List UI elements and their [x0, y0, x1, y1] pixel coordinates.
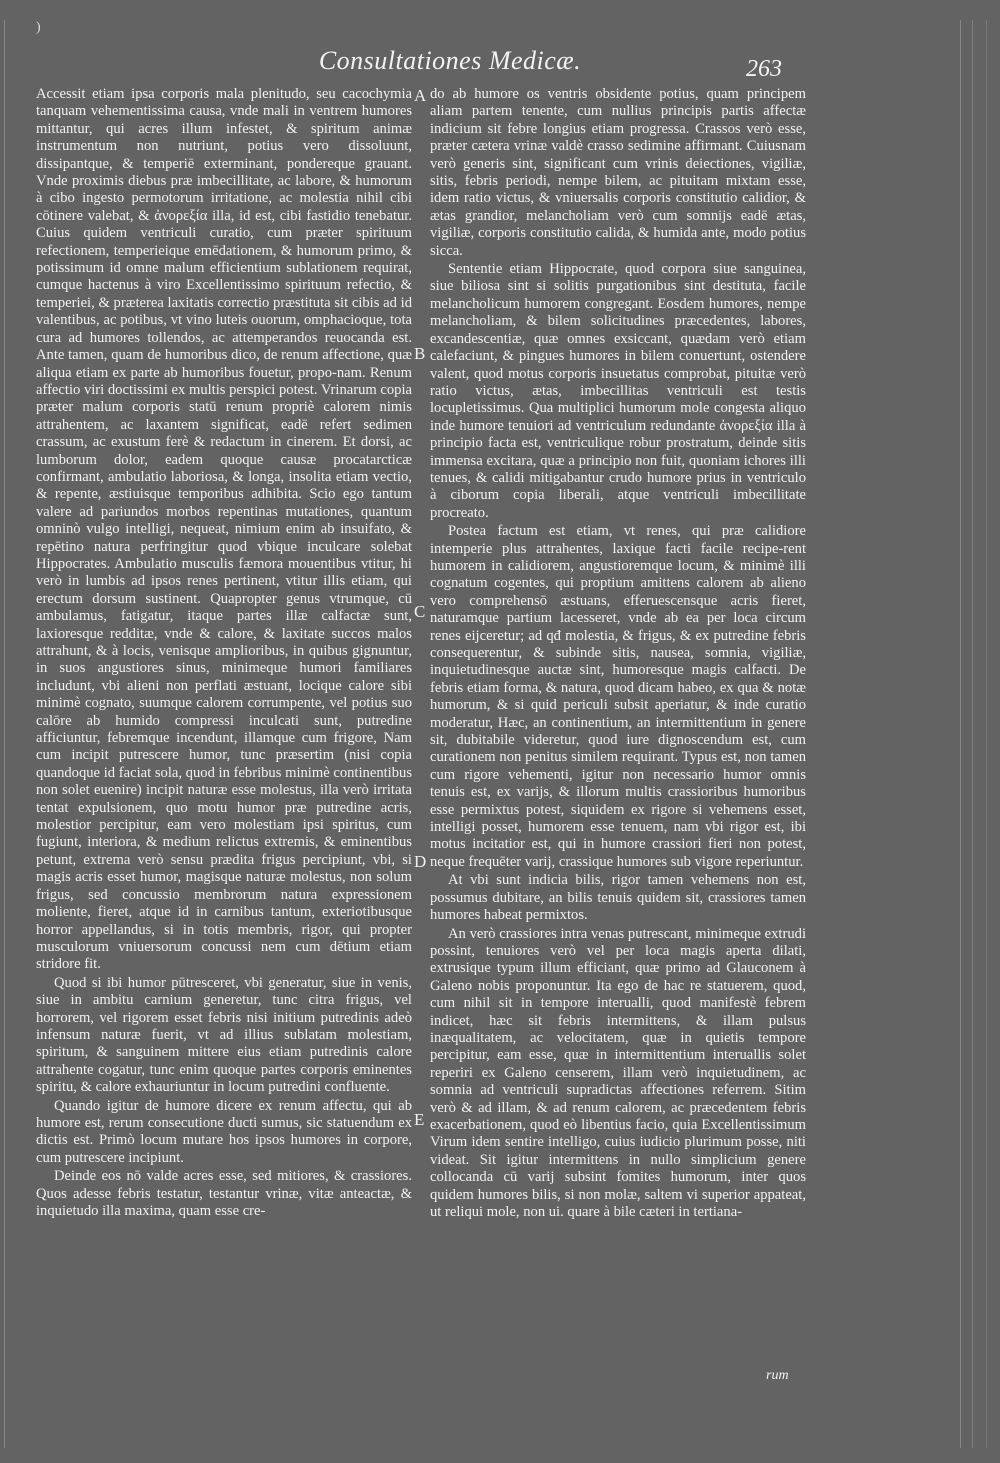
- text-column-left: [36, 86, 412, 1376]
- paragraph: Quando igitur de humore dicere ex renum affectu, qui ab humore est, rerum consecutione ducti sumus, sic statuendum ex dictis est. Primò locum mutare hos ipsos humores in corpore, cum putrescere incipiunt.: [36, 1097, 412, 1166]
- page-edge-right: [960, 20, 961, 1448]
- paragraph: At vbi sunt indicia bilis, rigor tamen vehemens non est, possumus dubitare, an bilis tenuis quidem sit, crassiores tamen humores habeat permixtos.: [430, 872, 806, 924]
- page-edge-right: [986, 20, 987, 1448]
- margin-marker-a: A: [414, 86, 427, 105]
- corner-mark: ): [36, 20, 41, 35]
- page-edge-right: [972, 20, 973, 1448]
- text-column-right: [430, 86, 806, 1366]
- paragraph: Quod si ibi humor pūtresceret, vbi generatur, siue in venis, siue in ambitu carnium generetur, tunc citra frigus, vel horrorem, vel rigorem esset febris nisi initium putredinis adeò infensum naturæ fuerit, vt ad illius sublatam molestiam, spiritum, & sanguinem mittere eius etiam putredinis calore attrahente cogatur, tunc enim quoque partes corporis eminentes spiritu, & calore exhauriuntur in locum putredini confluente.: [36, 974, 412, 1096]
- margin-marker-d: D: [414, 852, 427, 871]
- paragraph: Postea factum est etiam, vt renes, qui præ calidiore intemperie plus attrahentes, laxique facti facile recipe-rent humorem in calidiorem, angustioremque locum, & minimè illi cognatum cogentes, qui proptium amittens calorem ab alieno vero comprehensō æstuans, efferuescensque acris fieret, naturamque partium lacesseret, vnde ab ea per loca circum renes eijceretur; ad qđ molestia, & frigus, & ex putredine febris consequerentur, & subinde sitis, nausea, somnia, vigiliæ, inquietudinesque auctæ sint, humoresque magis calfacti. De febris etiam forma, & natura, quod dicam habeo, ex qua & notæ humorum, & si quid periculi subsit aperiatur, & inde curatio moderatur, Hæc, an continentium, an intermittentium in genere sit, dubitabile videretur, quod iure dignoscendum est, cum curationem non penitus similem requirant. Typus est, non tamen cum rigore vehementi, igitur non necessario humor omnis tenuis est, ex varijs, & illorum multis crassioribus humoribus esse permixtus potest, siquidem ex rigore si vehemens esset, intelligi posset, humorem esse tenuem, nam vbi rigor est, ibi motus incitatior est, qui in humore crassiori fieri non potest, neque frequēter varij, crassique humores sub vigore reperiuntur.: [430, 523, 806, 870]
- margin-marker-c: C: [414, 602, 426, 621]
- page-number: 263: [746, 56, 782, 82]
- page-edge-left: [4, 20, 5, 1448]
- margin-marker-b: B: [414, 344, 426, 363]
- running-header: Consultationes Medicæ.: [318, 46, 582, 75]
- paragraph: Accessit etiam ipsa corporis mala plenitudo, seu cacochymia tanquam vehementissima causa, vnde mali in ventrem humores mittantur, qui acres illum infestet, & spiritum animæ instrumentum non nutriunt, potius vero dissoluunt, dissipantque, & temperiē exterminant, pondereque grauant. Vnde proximis diebus præ imbecillitate, ac labore, & humorum à cibo ingesto permotorum irritatione, ac molestia nihil cibi cōtinere valebat, & ἀνορεξία illa, id est, cibi fastidio tenebatur. Cuius quidem ventriculi curatio, cum præter spirituum refectionem, temperieique emēdationem, & humorum primo, & potissimum id omne malum efficientium sublationem requirat, cumque hactenus à viro Excellentissimo spirituum refectio, & temperiei, & præterea laxitatis correctio præstituta sit cibis ad id valentibus, ac potibus, vt vino luteis ouorum, omphacioque, tota cura ad humores tollendos, ac attemperandos reuocanda est. Ante tamen, quam de humoribus dico, de renum affectione, quæ aliqua etiam ex parte ab humoribus fouetur, propo-nam. Renum affectio viri doctissimi ex multis perspici potest. Vrinarum copia præter malum corporis statū renum propriè calorem nimis attrahentem, ac laxantem significat, eadē refert sedimen crassum, ac exustum ferè & redactum in cinerem. Et dorsi, ac lumborum dolor, eadem quoque causæ procatarcticæ confirmant, ambulatio laboriosa, & longa, insolita etiam vectio, & repente, æstiuisque temporibus adhibita. Scio ego tantum valere ad pariundos morbos repentinas mutationes, quantum omninò vulgo intelligi, nequeat, nimium enim ab insuifato, & repētino natura perfringitur quod vbique inculcare solebat Hippocrates. Ambulatio musculis fæmora mouentibus vtitur, hi verò in lumbis ad ipsos renes pertinent, vtitur illis etiam, qui erectum dorsum sustinent. Quapropter genus vtrumque, cū ambulamus, fatigatur, itaque partes illæ calfactæ sunt, laxioresque redditæ, vnde & calore, & laxitate succos malos attrahunt, & à locis, venisque amplioribus, in quibus gignuntur, in suos angustiores sinus, minimeque humori familiares includunt, vbi alieni non perflati æstuant, locique calore sibi minimè cognato, suumque calorem corrumpente, vel potius suo calōre ab humido compressi inculcati sunt, putredine afficiuntur, febremque incendunt, illamque cum frigore, Nam cum incipit putrescere humor, tunc præsertim (nisi copia quandoque id faciat sola, quod in febribus minimè continentibus non solet euenire) incipit naturæ esse molestus, illa verò irritata tentat expulsionem, quo motu humor præ putredine acris, molestior percipitur, eam vero molestiam ipsi spiritus, cum fugiunt, interiora, & medium relictus extremis, & eminentibus petunt, extrema verò sensu prædita frigus percipiunt, vbi, si magis acris esset humor, magisque naturæ molestus, non solum frigus, sed concussio membrorum natura expressionem moliente, fieret, atque id in carnibus tantum, exteriotibusque horror appellandus, si in totis membris, rigor, qui propter musculorum vniuersorum concussi nem cum dētium etiam stridore fit.: [36, 86, 412, 973]
- paragraph: An verò crassiores intra venas putrescant, minimeque extrudi possint, tenuiores verò vel per loca magis aperta dilati, extrusique typum illum efficiant, quæ primo ad Glauconem à Galeno nobis proponuntur. Ita ego de hac re statuerem, quod, cum nihil sit in tempore interualli, quod manifestè febrem indicet, hæc sit febris intermittens, & illam pulsus inæqualitatem, ac velocitatem, quæ in quietis tempore percipitur, eam esse, quæ in intermittentium interuallis solet reperiri ex Galeno censerem, illam verò inquietudinem, ac somnia ad ventriculi supradictas affectiones referrem. Sitim verò & ad illam, & ad renum calorem, ac præcedentem febris exacerbationem, quod eò libentius facio, quia Excellentissimum Virum idem sentire intelligo, cuius iudicio plurimum posse, niti videat. Sit igitur intermittens in nullo simplicium genere collocanda cū varij subsint fomites humorum, inter quos quidem humores bilis, si non molæ, saltem vi superior appateat, ut reliqui mole, non ui. quare à bile cæteri in tertiana-: [430, 925, 806, 1220]
- paragraph: Deinde eos nō valde acres esse, sed mitiores, & crassiores. Quos adesse febris testatur, testantur vrinæ, vitæ anteactæ, & inquietudo illa maxima, quam esse cre-: [36, 1168, 412, 1219]
- margin-marker-e: E: [414, 1110, 425, 1129]
- paragraph: Sententie etiam Hippocrate, quod corpora siue sanguinea, siue biliosa sint si solitis purgationibus sint destituta, facile melancholicum humorem congregant. Eosdem humores, nempe melancholiam, & bilem solicitudines præcedentes, labores, excandescentiæ, quæ omnes exsiccant, quædam verò etiam calefaciunt, & pingues humores in bilem conuertunt, ostendere valent, quod motus corporis insuetatus comprobat, pituitæ verò ratio victus, ætas, imbecillitas ventriculi est testis locupletissimus. Qua multiplici humorum mole congesta aliquo inde humore tenuiori ad ventriculum redundante ἀνορεξία illa à principio facta est, ventriculique robur prostratum, deinde sitis immensa excitara, quæ a principio non fuit, quoniam ichores illi tenues, & calidi mitigabantur crudo humore prius in ventriculo à ciborum copia liberali, atque ventriculi imbecillitate procreato.: [430, 261, 806, 521]
- paragraph: do ab humore os ventris obsidente potius, quam principem aliam partem tenente, cum nullius principis partis affectæ indicium sit febre longius etiam progressa. Crassos verò esse, præter cætera vrinæ valdè crasso sedimine affirmant. Cuiusnam verò generis sint, significant cum vrinis deiectiones, vigiliæ, sitis, febris periodi, nempe bilem, ac pituitam mixtam esse, idem ratio victus, & vniuersalis corporis constitutio calidior, & ætas grandior, melancholiam verò cum somnijs eadē ætas, vigiliæ, corporis constitutio calida, & humida ante, modo potius sicca.: [430, 86, 806, 259]
- catchword: rum: [766, 1368, 789, 1383]
